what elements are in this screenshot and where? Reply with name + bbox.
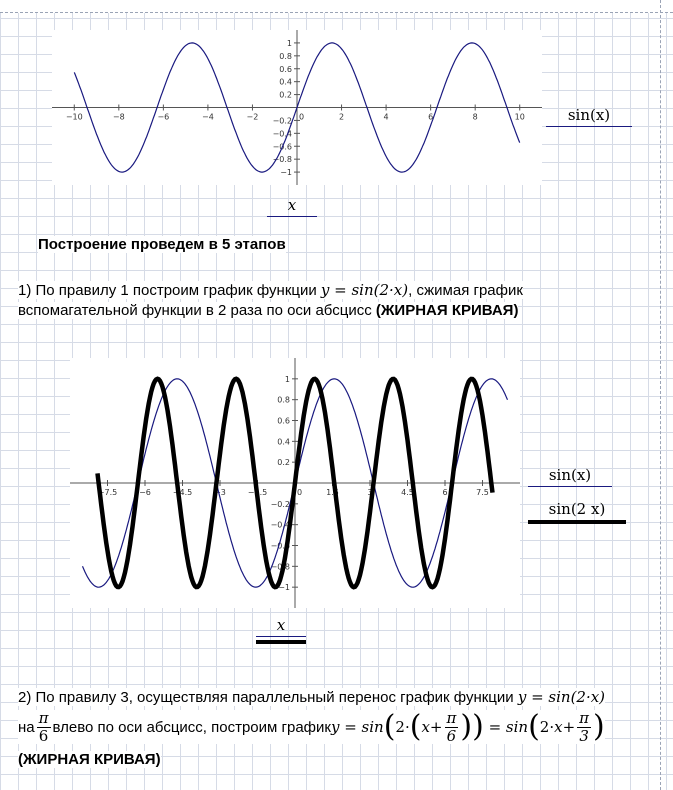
y-tick-label: −0.2 xyxy=(270,499,290,509)
x-axis-label-2-line-bold xyxy=(256,640,306,644)
step2-on: на xyxy=(18,718,35,736)
step2-bold-note: (ЖИРНАЯ КРИВАЯ) xyxy=(18,751,161,768)
x-tick-label: 7.5 xyxy=(476,488,489,497)
x-tick-label: −3 xyxy=(214,488,226,497)
legend-1[interactable] xyxy=(546,106,632,127)
legend-label-sin-2x: sin(2 x) xyxy=(548,500,606,518)
legend-2a[interactable] xyxy=(528,466,612,487)
step1-line2 xyxy=(18,302,518,319)
step1-bold-note: (ЖИРНАЯ КРИВАЯ) xyxy=(375,302,519,319)
x-tick-label: −6 xyxy=(139,488,151,497)
y-tick-label: 0.4 xyxy=(277,437,290,447)
x-axis-label-1[interactable] xyxy=(267,196,317,217)
x-tick-label: 1.5 xyxy=(326,488,339,497)
y-tick-label: 0.6 xyxy=(279,64,292,74)
chart-sin-x-and-sin-2x xyxy=(70,358,520,608)
y-tick-label: 1 xyxy=(284,374,290,384)
x-tick-label: −7.5 xyxy=(97,488,118,497)
step2-line2 xyxy=(18,710,605,744)
step1-suffix: , сжимая график xyxy=(408,282,523,299)
x-tick-label: 2 xyxy=(338,112,345,122)
legend-label-sin-x-2: sin(x) xyxy=(548,466,592,484)
x-axis-label-line xyxy=(267,216,317,217)
legend-line-sin-2x xyxy=(528,520,626,524)
y-tick-label: −0.8 xyxy=(270,562,290,572)
y-tick-label: −0.2 xyxy=(272,116,292,126)
step1-prefix: 1) По правилу 1 построим график функции xyxy=(18,282,321,299)
x-tick-label: 8 xyxy=(472,112,478,122)
y-tick-label: −0.4 xyxy=(270,520,290,530)
plot-region-1[interactable] xyxy=(52,30,542,185)
x-tick-label: −4.5 xyxy=(172,488,193,497)
legend-label-sin-x: sin(x) xyxy=(567,106,611,124)
x-axis-label-2[interactable] xyxy=(256,616,306,644)
x-tick-label: −1.5 xyxy=(247,488,268,497)
origin-label: 0 xyxy=(299,112,305,122)
x-tick-label: 6 xyxy=(428,112,434,122)
y-tick-label: −0.8 xyxy=(272,155,292,165)
origin-label: 0 xyxy=(297,488,303,497)
y-tick-label: 0.8 xyxy=(279,51,292,61)
legend-2b[interactable] xyxy=(528,500,626,524)
x-tick-label: 10 xyxy=(514,112,525,122)
x-tick-label: 3 xyxy=(367,488,373,497)
x-axis-label-2-line-thin xyxy=(256,636,306,637)
x-axis-label-text: x xyxy=(287,196,297,214)
x-tick-label: −10 xyxy=(65,112,83,122)
y-tick-label: 0.2 xyxy=(277,458,290,468)
legend-line-sin-x xyxy=(546,126,632,127)
x-axis-label-2-text: x xyxy=(276,616,286,634)
y-tick-label: −0.4 xyxy=(272,129,292,139)
x-tick-label: −2 xyxy=(246,112,259,122)
y-tick-label: −1 xyxy=(278,583,290,593)
step1-line1 xyxy=(18,281,523,299)
page-right-boundary xyxy=(660,0,662,790)
x-tick-label: −4 xyxy=(202,112,214,122)
fraction-pi-over-6: $\frac{\pi}{6}$ xyxy=(38,709,49,745)
y-tick-label: −1 xyxy=(280,168,292,178)
plot-region-2[interactable] xyxy=(70,358,520,608)
step1-line2-text: вспомагательной функции в 2 раза по оси абсцисс xyxy=(18,302,376,319)
chart-sin-x xyxy=(52,30,542,185)
y-tick-label: 0.6 xyxy=(277,416,290,426)
worksheet-top-edge xyxy=(0,0,673,13)
step2-prefix: 2) По правилу 3, осуществляя параллельный перенос график функции xyxy=(18,689,518,706)
step2-formula[interactable]: y = sin(2·x) xyxy=(517,688,606,706)
x-tick-label: −6 xyxy=(157,112,170,122)
x-tick-label: 4.5 xyxy=(401,488,414,497)
step2-line1 xyxy=(18,688,605,706)
y-tick-label: 0.2 xyxy=(279,90,292,100)
y-tick-label: −0.6 xyxy=(272,142,292,152)
step1-formula[interactable]: y = sin(2·x) xyxy=(320,281,409,299)
y-tick-label: 0.8 xyxy=(277,395,290,405)
y-tick-label: −0.6 xyxy=(270,541,290,551)
y-tick-label: 1 xyxy=(286,38,292,48)
step2-mid: влево по оси абсцисс, построим график xyxy=(52,718,331,736)
legend-line-sin-x-2 xyxy=(528,486,612,487)
x-tick-label: 4 xyxy=(383,112,389,122)
step2-bold-line xyxy=(18,751,161,768)
step2-shifted-formula[interactable]: y = sin ( 2· ( x + $\frac{\pi}{6}$ )) = sin ( 2· x + $\frac{\pi}{3}$ ) xyxy=(330,709,605,745)
y-tick-label: 0.4 xyxy=(279,77,292,87)
x-tick-label: 6 xyxy=(442,488,448,497)
x-tick-label: −8 xyxy=(112,112,125,122)
section-heading: Построение проведем в 5 этапов xyxy=(38,236,286,253)
